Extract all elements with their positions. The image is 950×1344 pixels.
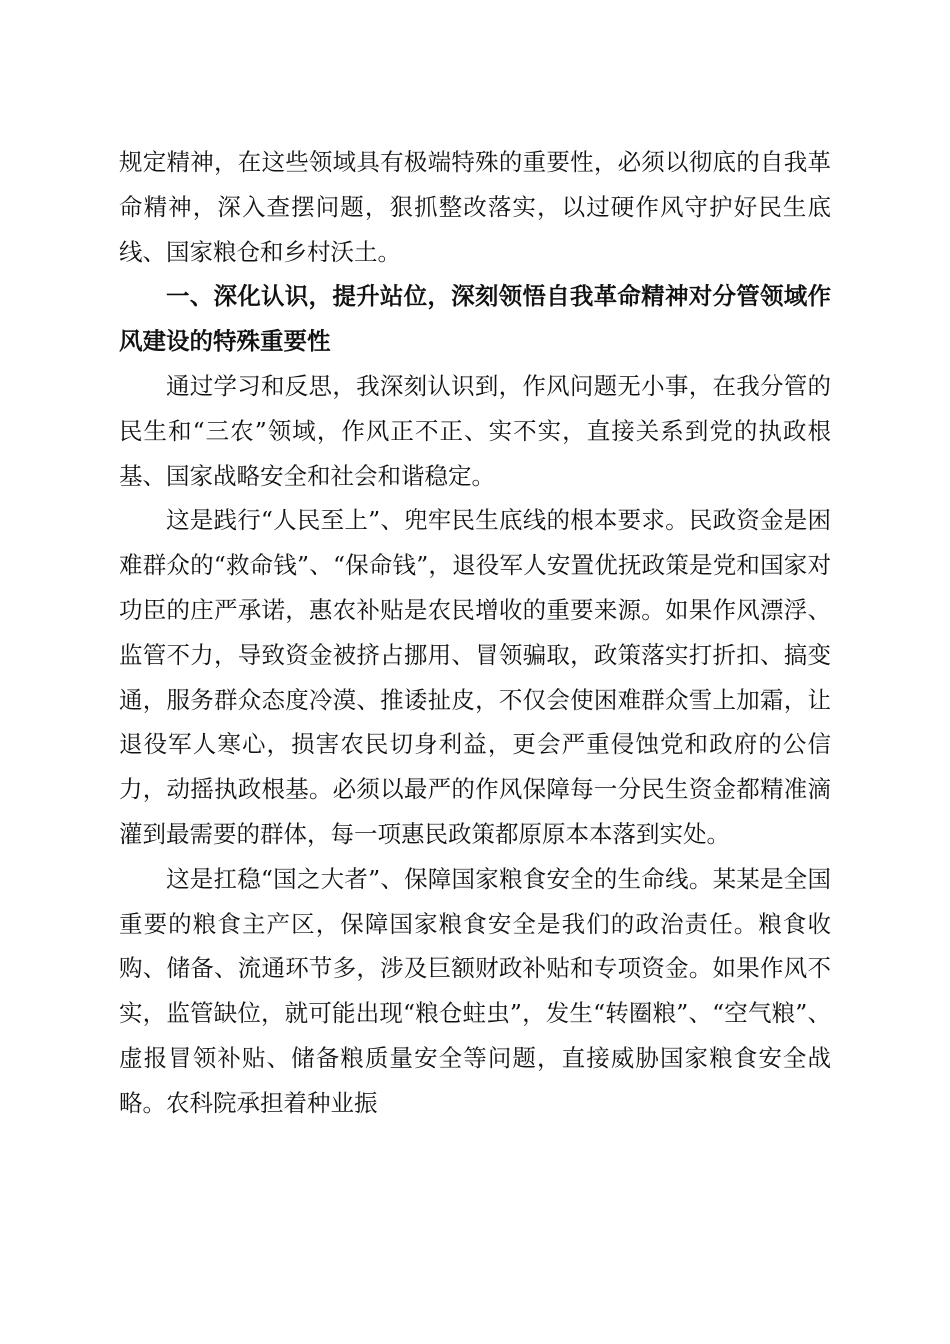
paragraph-people-first: 这是践行“人民至上”、兜牢民生底线的根本要求。民政资金是困难群众的“救命钱”、“保命钱”，退役军人安置优抚政策是党和国家对功臣的庄严承诺，惠农补贴是农民增收的重要来源。如果作风漂浮、监管不力，导致资金被挤占挪用、冒领骗取，政策落实打折扣、搞变通，服务群众态度冷漠、推诿扯皮，不仅会使困难群众雪上加霜，让退役军人寒心，损害农民切身利益，更会严重侵蚀党和政府的公信力，动摇执政根基。必须以最严的作风保障每一分民生资金都精准滴灌到最需要的群体，每一项惠民政策都原原本本落到实处。	[119, 506, 831, 848]
paragraph-grain-security: 这是扛稳“国之大者”、保障国家粮食安全的生命线。某某是全国重要的粮食主产区，保障国家粮食安全是我们的政治责任。粮食收购、储备、流通环节多，涉及巨额财政补贴和专项资金。如果作风不实，监管缺位，就可能出现“粮仓蛀虫”，发生“转圈粮”、“空气粮”、虚报冒领补贴、储备粮质量安全等问题，直接威胁国家粮食安全战略。农科院承担着种业振	[119, 864, 831, 1117]
document-body	[119, 140, 831, 1126]
section-heading-1: 一、深化认识，提升站位，深刻领悟自我革命精神对分管领域作风建设的特殊重要性	[119, 282, 831, 356]
paragraph-continuation: 规定精神，在这些领域具有极端特殊的重要性，必须以彻底的自我革命精神，深入查摆问题，狠抓整改落实，以过硬作风守护好民生底线、国家粮仓和乡村沃土。	[119, 148, 831, 266]
paragraph-awareness: 通过学习和反思，我深刻认识到，作风问题无小事，在我分管的民生和“三农”领域，作风正不正、实不实，直接关系到党的执政根基、国家战略安全和社会和谐稳定。	[119, 371, 831, 490]
